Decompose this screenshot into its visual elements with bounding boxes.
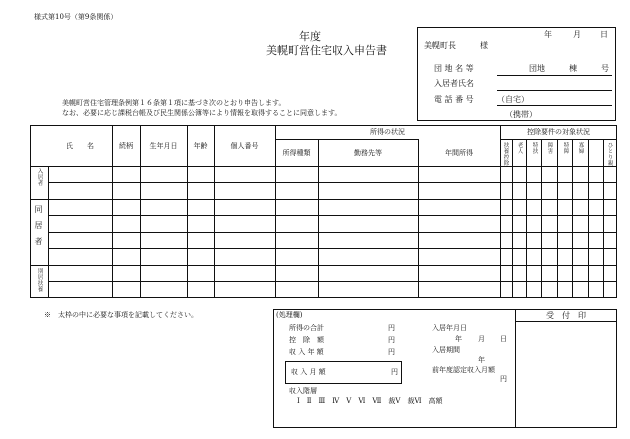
ded-col-special-disability: 特障 <box>562 142 569 154</box>
move-in-year: 年 <box>455 335 462 343</box>
deduction-group-header: 控除要件の対象状況 <box>527 128 590 136</box>
residence-period-label: 入居期間 <box>432 346 460 354</box>
date-day: 日 <box>600 30 608 39</box>
annual-income-label: 収 入 年 額 <box>289 348 324 356</box>
yen-1: 円 <box>388 324 395 332</box>
income-brackets[interactable]: Ⅰ Ⅱ Ⅲ Ⅳ Ⅴ Ⅵ Ⅶ 裁Ⅴ 裁Ⅵ 高額 <box>297 397 443 405</box>
monthly-income-label: 収 入 月 額 <box>291 368 326 376</box>
yen-5: 円 <box>500 375 507 383</box>
row-label-separate-dependent: 別居扶養 <box>36 268 43 292</box>
note: ※ 太枠の中に必要な事項を記載してください。 <box>44 311 198 319</box>
col-income-type: 所得種類 <box>282 149 311 157</box>
ded-col-elderly: 老人 <box>516 142 523 154</box>
income-group-header: 所得の状況 <box>370 128 405 136</box>
phone-mobile[interactable]: （携帯） <box>505 110 537 119</box>
col-birthdate: 生年月日 <box>149 142 178 150</box>
processing-header: (処理欄) <box>276 311 303 319</box>
complex-label: 団 地 名 等 <box>434 64 474 73</box>
ded-col-special-dependent: 特扶 <box>531 142 538 154</box>
move-in-date-label: 入居年月日 <box>432 324 467 332</box>
declaration-line1: 美幌町営住宅管理条例第１６条第１項に基づき次のとおり申告します。 <box>62 99 286 107</box>
ded-col-dependent: 扶養控除 <box>502 142 509 166</box>
col-relation: 続柄 <box>119 142 133 150</box>
ded-col-single-parent: ひとり親 <box>606 142 613 166</box>
yen-3: 円 <box>388 348 395 356</box>
date-month: 月 <box>573 30 581 39</box>
ded-col-disability: 障害 <box>546 142 553 154</box>
period-year: 年 <box>478 356 485 364</box>
ded-col-widow: 寡婦 <box>577 142 584 154</box>
addressee: 美幌町長 様 <box>424 41 488 50</box>
col-name: 氏 名 <box>66 142 94 150</box>
declaration-line2: なお、必要に応じ課税台帳及び民生関係公簿等により情報を取得することに同意します。 <box>62 109 342 117</box>
phone-home[interactable]: （自宅） <box>497 95 529 104</box>
receipt-stamp-label: 受 付 印 <box>546 311 586 320</box>
col-my-number: 個人番号 <box>230 142 259 150</box>
resident-name-field[interactable] <box>497 90 612 91</box>
yen-4: 円 <box>391 368 398 376</box>
col-employer: 勤務先等 <box>354 149 382 157</box>
yen-2: 円 <box>388 336 395 344</box>
col-age: 年齢 <box>193 142 208 150</box>
move-in-month: 月 <box>478 335 485 343</box>
row-label-resident: 入居者 <box>36 168 43 186</box>
form-number: 様式第10号（第9条関係） <box>34 13 118 21</box>
complex-value[interactable]: 団地 棟 号 <box>529 64 609 73</box>
resident-name-label: 入居者氏名 <box>434 79 474 88</box>
total-income-label: 所得の合計 <box>289 324 324 332</box>
date-year: 年 <box>544 30 552 39</box>
row-label-cohabitant: 同居者 <box>34 205 43 253</box>
prev-year-income-label: 前年度認定収入月額 <box>432 366 495 374</box>
phone-label: 電 話 番 号 <box>434 95 474 104</box>
move-in-day: 日 <box>500 335 507 343</box>
title-year: 年度 <box>299 30 321 43</box>
deduction-label: 控 除 額 <box>289 336 324 344</box>
col-annual-income: 年間所得 <box>445 149 473 157</box>
page-title: 美幌町営住宅収入申告書 <box>266 44 387 57</box>
income-bracket-label: 収入階層 <box>289 387 317 395</box>
